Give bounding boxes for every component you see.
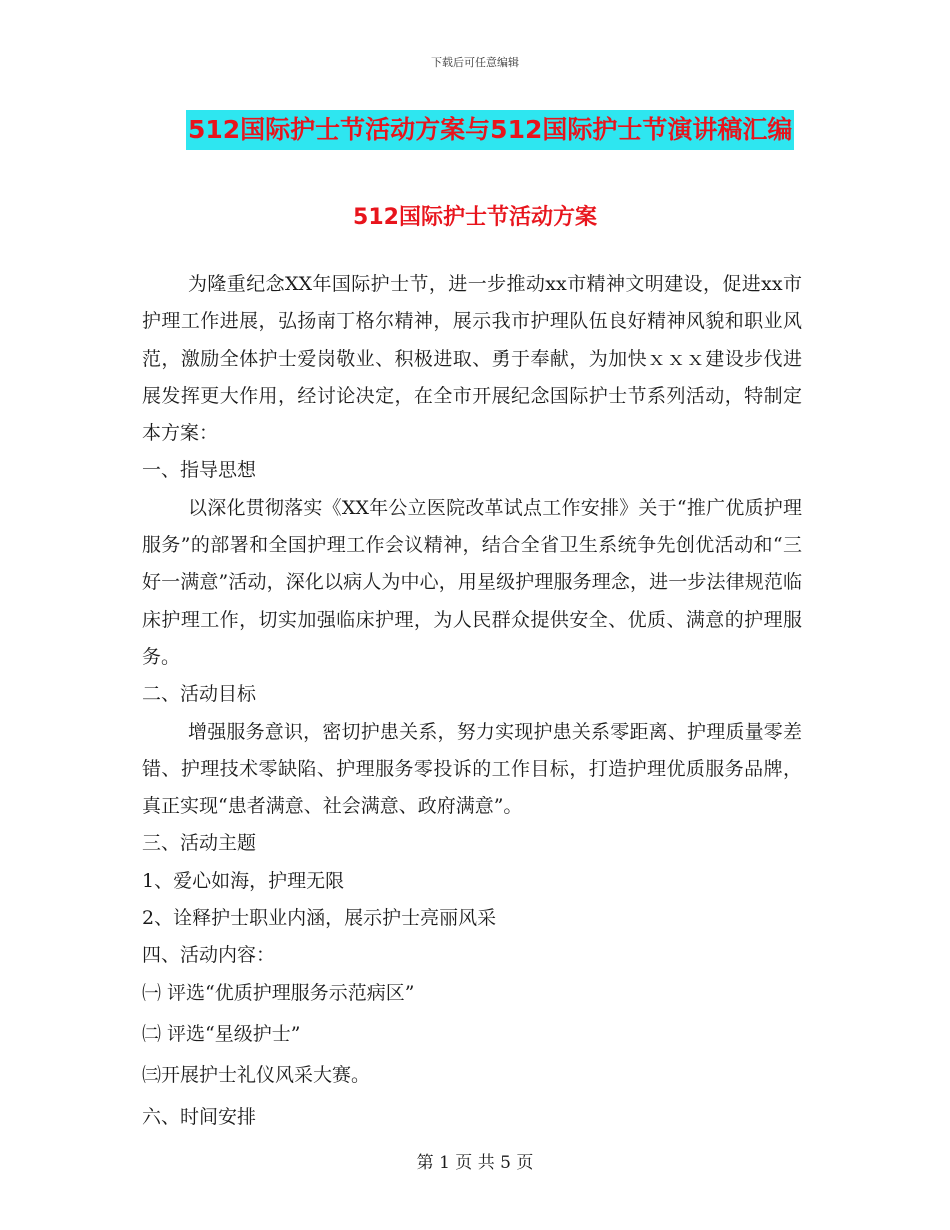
- main-title: 512国际护士节活动方案与512国际护士节演讲稿汇编: [186, 110, 794, 150]
- section-heading-schedule: 六、时间安排: [142, 1105, 257, 1128]
- section-heading-activity-goal: 二、活动目标: [142, 683, 257, 706]
- section-heading-activity-theme: 三、活动主题: [142, 832, 257, 855]
- main-title-container: [186, 110, 808, 150]
- content-item-3: ㈢开展护士礼仪风采大赛。: [142, 1064, 371, 1087]
- page-number-footer: 第 1 页 共 5 页: [416, 1153, 534, 1173]
- header-note: 下载后可任意编辑: [431, 56, 519, 69]
- section-heading-guiding-ideology: 一、指导思想: [142, 459, 257, 482]
- theme-item-2: 2、诠释护士职业内涵，展示护士亮丽风采: [142, 907, 497, 930]
- sub-title: 512国际护士节活动方案: [353, 205, 597, 230]
- section-heading-activity-content: 四、活动内容：: [142, 944, 276, 967]
- document-body: [142, 224, 802, 1136]
- section-body-activity-goal: 增强服务意识，密切护患关系，努力实现护患关系零距离、护理质量零差错、护理技术零缺陷、护理服务零投诉的工作目标，打造护理优质服务品牌，真正实现“患者满意、社会满意、政府满意”。: [142, 720, 802, 818]
- intro-paragraph: 为隆重纪念XX年国际护士节，进一步推动xx市精神文明建设，促进xx市护理工作进展，弘扬南丁格尔精神，展示我市护理队伍良好精神风貌和职业风范，激励全体护士爱岗敬业、积极进取、勇于奉献，为加快ｘｘｘ建设步伐进展发挥更大作用，经讨论决定，在全市开展纪念国际护士节系列活动，特制定本方案：: [142, 273, 802, 445]
- content-item-1: ㈠ 评选“优质护理服务示范病区”: [142, 981, 415, 1004]
- content-item-2: ㈡ 评选“星级护士”: [142, 1022, 301, 1045]
- section-body-guiding-ideology: 以深化贯彻落实《XX年公立医院改革试点工作安排》关于“推广优质护理服务”的部署和全国护理工作会议精神，结合全省卫生系统争先创优活动和“三好一满意”活动，深化以病人为中心，用星级护理服务理念，进一步法律规范临床护理工作，切实加强临床护理，为人民群众提供安全、优质、满意的护理服务。: [142, 496, 802, 668]
- theme-item-1: 1、爱心如海，护理无限: [142, 869, 345, 892]
